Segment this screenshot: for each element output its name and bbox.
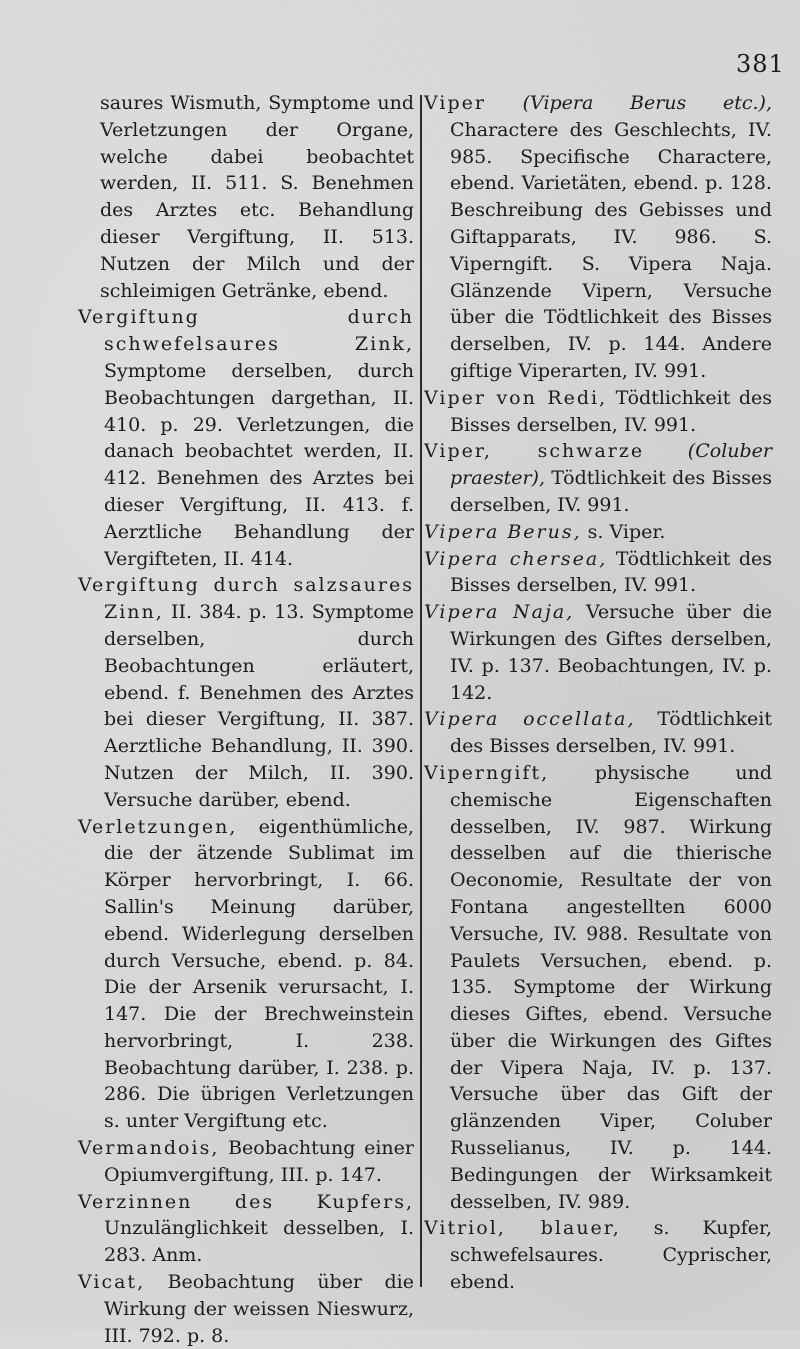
entry-text: eigenthümliche, die der ätzende Sublimat im Körper hervorbringt, I. 66. Sallin's Meinung darüber, ebend. Widerlegung derselben durch Versuche, ebend. p. 84. Die der Arsenik verursacht, I. 147. Die der Brechweinstein hervorbringt, I. 238. Beobachtung darüber, I. 238. p. 286. Die übrigen Verletzungen s. unter Vergiftung etc.	[104, 815, 414, 1133]
index-entry	[424, 90, 772, 385]
index-entry	[424, 760, 772, 1216]
entry-text: Tödtlichkeit des Bisses derselben, IV. 991.	[450, 467, 772, 516]
index-entry	[78, 1189, 414, 1269]
entry-headword: Vitriol, blauer,	[424, 1217, 621, 1240]
entry-headword: Vipera Naja,	[424, 601, 575, 624]
entry-text: Beobachtung einer Opiumvergiftung, III. p. 147.	[104, 1137, 414, 1186]
index-entry	[424, 438, 772, 518]
entry-headword: Vipera chersea,	[424, 547, 608, 570]
index-entry	[424, 519, 772, 546]
index-entry	[78, 304, 414, 572]
entry-headword: Viper von Redi,	[424, 386, 608, 409]
entry-text: Unzulänglichkeit desselben, I. 283. Anm.	[104, 1217, 414, 1267]
entry-text: Tödtlichkeit des Bisses derselben, IV. 991.	[450, 547, 773, 597]
entry-text: Beobachtung über die Wirkung der weissen Nieswurz, III. 792. p. 8.	[104, 1271, 414, 1347]
index-entry	[424, 385, 772, 439]
right-column	[424, 90, 772, 1296]
index-entry	[78, 1269, 414, 1349]
entry-headword: Vergiftung durch schwefelsaures Zink,	[78, 306, 414, 356]
index-entry	[424, 1215, 772, 1295]
entry-text: Tödtlichkeit des Bisses derselben, IV. 991.	[450, 386, 772, 436]
index-entry	[424, 599, 772, 706]
index-entry	[78, 814, 414, 1136]
left-column	[78, 90, 414, 1349]
entry-italic: (Vipera Berus etc.),	[485, 92, 772, 114]
entry-text: Symptome derselben, durch Beobachtungen dargethan, II. 410. p. 29. Verletzungen, die danach beobachtet werden, II. 412. Benehmen des Arztes bei dieser Vergiftung, II. 413. f. Aerztliche Behandlung der Vergifteten, II. 414.	[104, 359, 414, 570]
index-entry-continuation	[78, 90, 414, 304]
entry-headword: Viper, schwarze	[424, 440, 645, 463]
entry-headword: Vipera Berus,	[424, 520, 582, 543]
entry-headword: Viperngift,	[424, 761, 550, 784]
entry-text: Charactere des Geschlechts, IV. 985. Specifische Charactere, ebend. Varietäten, ebend. p. 128. Beschreibung des Gebisses und Giftapparats, IV. 986. S. Viperngift. S. Vipera Naja. Glänzende Vipern, Versuche über die Tödtlichkeit des Bisses derselben, IV. p. 144. Andere giftige Viperarten, IV. 991.	[450, 118, 772, 382]
entry-text: s. Kupfer, schwefelsaures. Cyprischer, ebend.	[450, 1217, 773, 1294]
index-entry	[78, 1135, 414, 1189]
entry-headword: Verzinnen des Kupfers,	[78, 1190, 414, 1213]
page-number: 381	[736, 50, 785, 78]
index-entry	[78, 572, 414, 813]
entry-italic: (Coluber praester),	[450, 440, 772, 490]
entry-headword: Vermandois,	[78, 1137, 220, 1160]
entry-text: II. 384. p. 13. Symptome derselben, durch Beobachtungen erläutert, ebend. f. Benehmen des Arztes bei dieser Vergiftung, II. 387. Aerztliche Behandlung, II. 390. Nutzen der Milch, II. 390. Versuche darüber, ebend.	[104, 601, 414, 811]
entry-text: Versuche über die Wirkungen des Giftes derselben, IV. p. 137. Beobachtungen, IV. p. 142.	[450, 601, 772, 704]
entry-headword: Vicat,	[78, 1271, 146, 1294]
entry-headword: Verletzungen,	[78, 815, 238, 838]
index-entry	[424, 546, 772, 600]
entry-headword: Vergiftung durch salzsaures Zinn,	[78, 574, 414, 624]
entry-text: s. Viper.	[581, 520, 666, 543]
entry-headword: Vipera occellata,	[424, 708, 636, 731]
entry-text: saures Wismuth, Symptome und Verletzungen der Organe, welche dabei beobachtet werden, II. 511. S. Benehmen des Arztes etc. Behandlung dieser Vergiftung, II. 513. Nutzen der Milch und der schleimigen Getränke, ebend.	[100, 92, 414, 302]
entry-text: Tödtlichkeit des Bisses derselben, IV. 991.	[450, 708, 772, 758]
entry-headword: Viper	[424, 92, 486, 114]
index-entry	[424, 706, 772, 760]
entry-text: physische und chemische Eigenschaften desselben, IV. 987. Wirkung desselben auf die thierische Oeconomie, Resultate der von Fontana angestellten 6000 Versuche, IV. 988. Resultate von Paulets Versuchen, ebend. p. 135. Symptome der Wirkung dieses Giftes, ebend. Versuche über die Wirkungen des Giftes der Vipera Naja, IV. p. 137. Versuche über das Gift der glänzenden Viper, Coluber Russelianus, IV. p. 144. Bedingungen der Wirksamkeit desselben, IV. 989.	[450, 761, 772, 1213]
column-divider	[420, 95, 422, 1287]
